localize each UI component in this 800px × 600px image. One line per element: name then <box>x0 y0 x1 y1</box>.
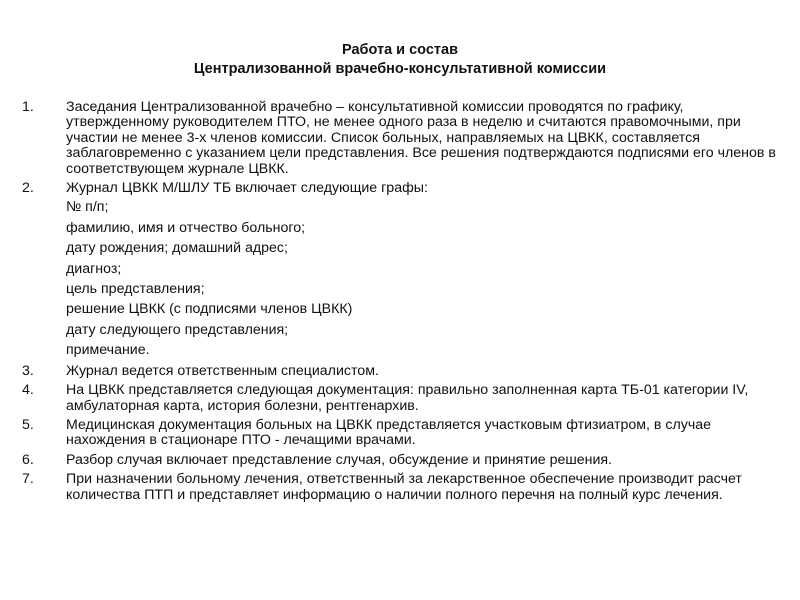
page-title <box>0 41 800 79</box>
list-item-text: Журнал ведется ответственным специалистом. <box>66 362 379 379</box>
list-number: 4. <box>22 382 34 399</box>
sub-item: решение ЦВКК (с подписями членов ЦВКК) <box>66 301 353 318</box>
list-item-1 <box>22 100 782 177</box>
list-item-4 <box>22 383 782 414</box>
sub-item: примечание. <box>66 342 150 359</box>
list-item-text: Разбор случая включает представление случая, обсуждение и принятие решения. <box>66 451 613 468</box>
list-number: 2. <box>22 180 34 197</box>
title-line-2: Централизованной врачебно-консультативной комиссии <box>193 61 607 77</box>
list-number: 1. <box>22 99 34 115</box>
list-item-7 <box>22 472 782 503</box>
sub-item: диагноз; <box>66 260 122 277</box>
list-item-text: На ЦВКК представляется следующая документация: правильно заполненная карта ТБ-01 категории IV, амбулаторная карта, история болезни, рентгенархив. <box>66 382 749 414</box>
sub-item: дату следующего представления; <box>66 321 289 338</box>
list-number: 3. <box>22 362 34 379</box>
list-item-text: Заседания Централизованной врачебно – консультативной комиссии проводятся по графику, утвержденному руководителем ПТО, не менее одного раза в неделю и считаются правомочными, при участии не менее 3-х членов комиссии. Список больных, направляемых на ЦВКК, составляется заблаговременно с указанием цели представления. Все решения подтверждаются подписями его членов в соответствующем журнале ЦВКК. <box>66 99 776 177</box>
list-item-text: Журнал ЦВКК М/ШЛУ ТБ включает следующие графы: <box>66 180 428 197</box>
numbered-list <box>22 100 782 507</box>
list-item-3 <box>22 364 782 379</box>
sub-item: № п/п; <box>66 199 109 216</box>
list-item-text: Медицинская документация больных на ЦВКК представляется участковым фтизиатром, в случае нахождения в стационаре ПТО - лечащими врачами. <box>66 416 712 449</box>
list-number: 6. <box>22 451 34 468</box>
list-number: 5. <box>22 416 34 433</box>
sub-item: фамилию, имя и отчество больного; <box>66 219 306 236</box>
list-item-2 <box>22 181 782 196</box>
list-number: 7. <box>22 471 34 488</box>
list-item-text: При назначении больному лечения, ответственный за лекарственное обеспечение производит расчет количества ПТП и представляет информацию о наличии полного перечня на полный курс лечения. <box>66 471 742 503</box>
list-item-6 <box>22 453 782 468</box>
sub-item: цель представления; <box>66 281 205 298</box>
title-line-1: Работа и состав <box>341 42 458 58</box>
sub-item: дату рождения; домашний адрес; <box>66 240 288 257</box>
list-item-5 <box>22 418 782 449</box>
